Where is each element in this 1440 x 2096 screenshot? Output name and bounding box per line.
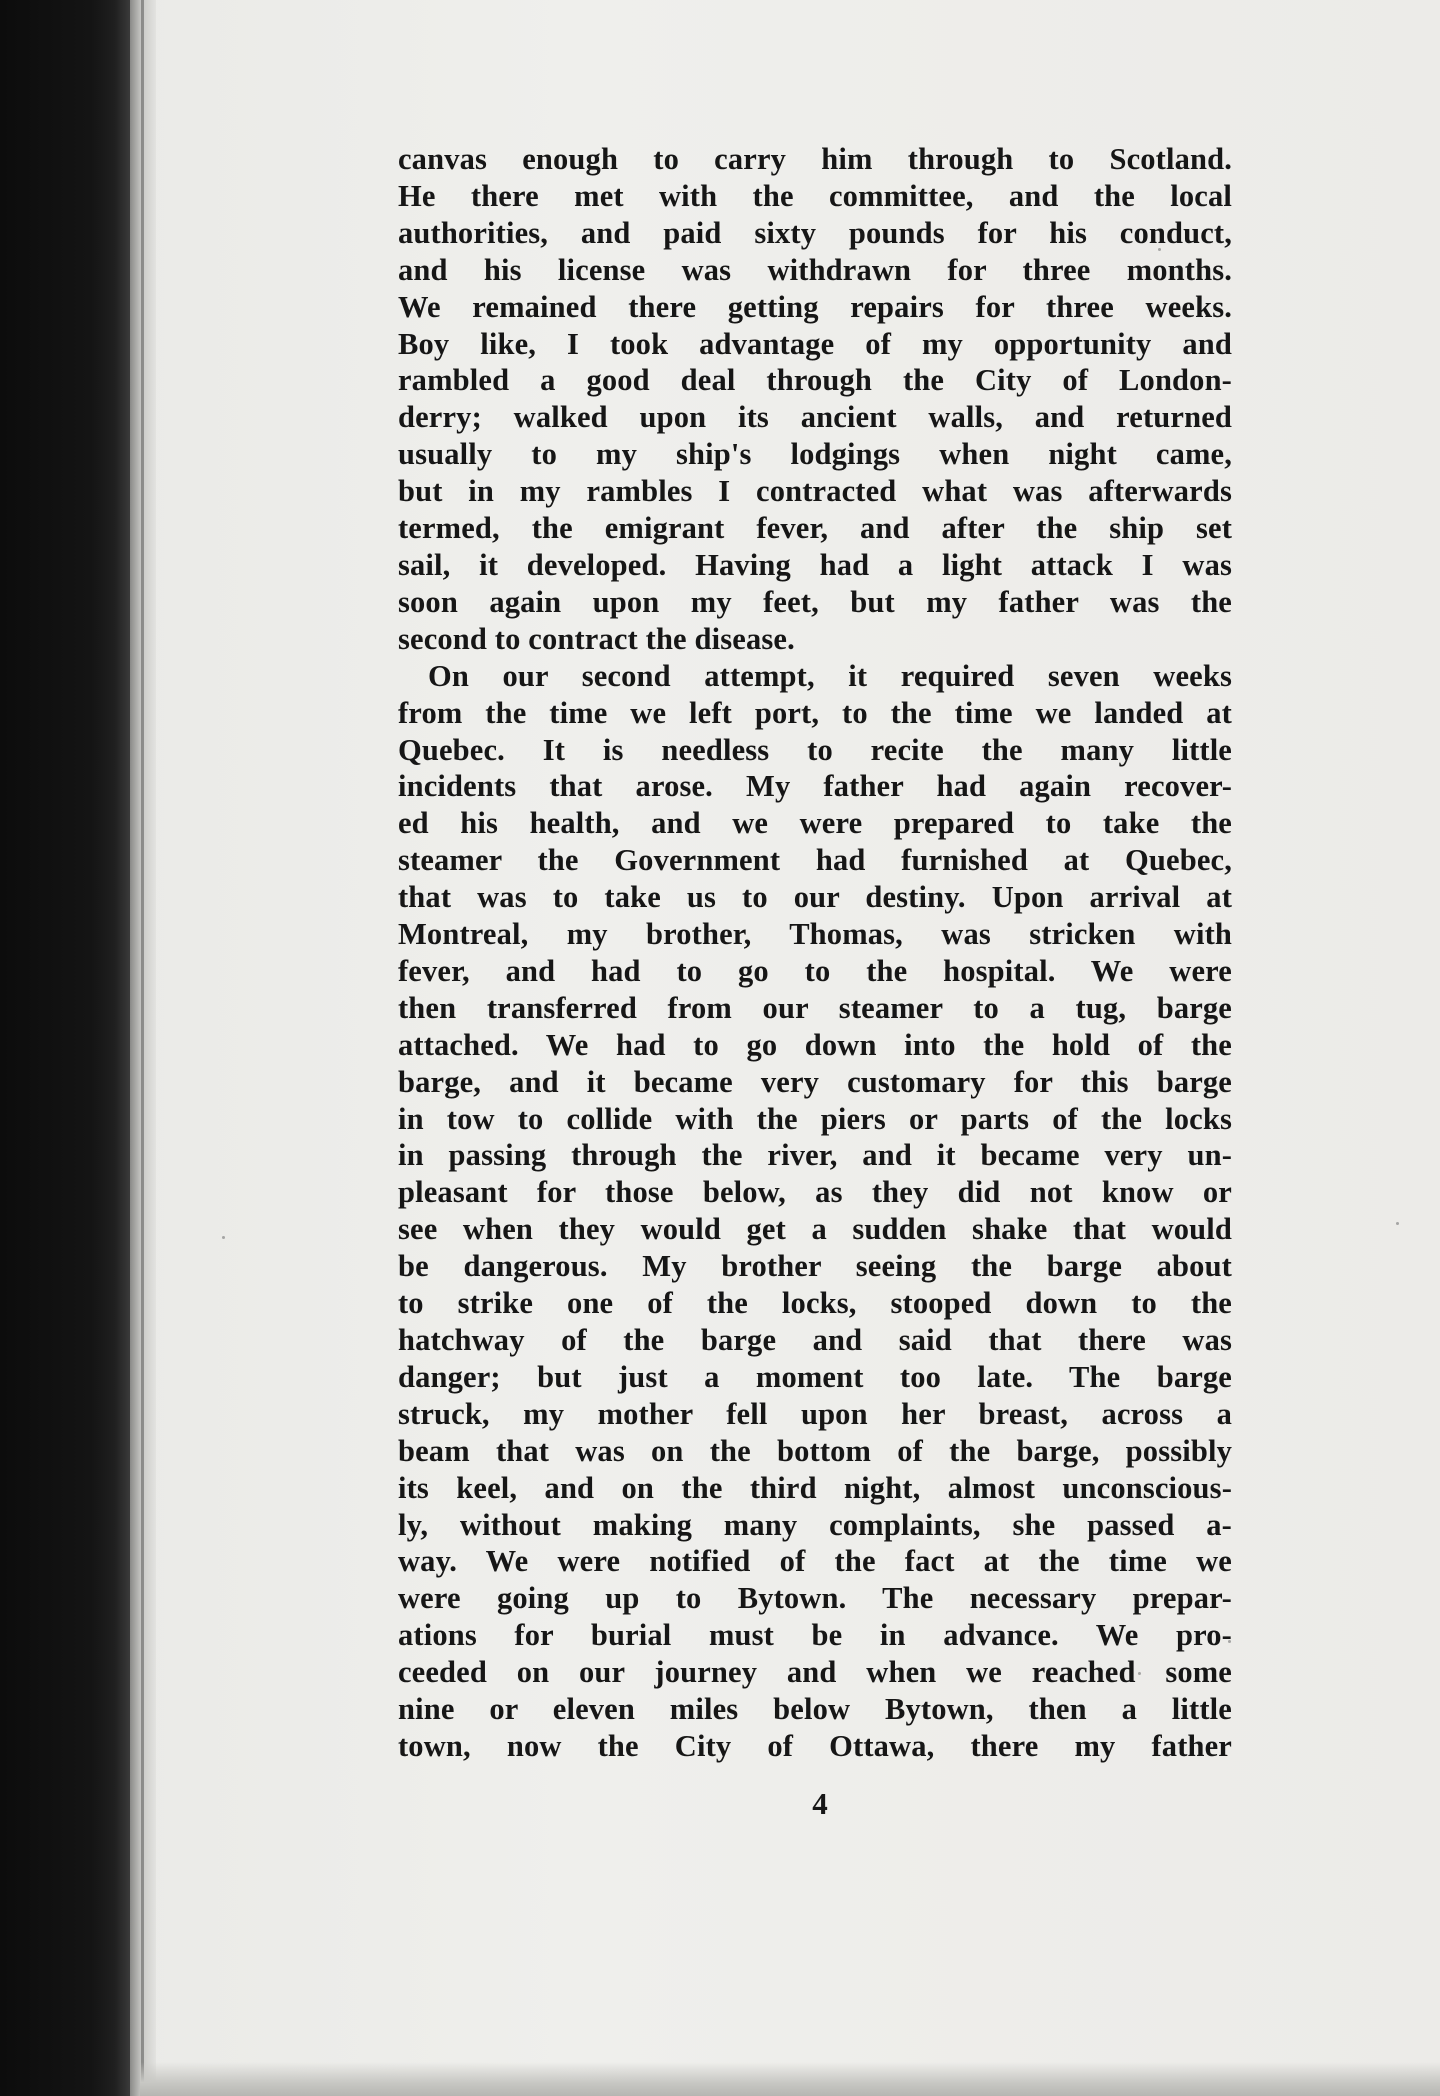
text-line: fever, and had to go to the hospital. We were: [398, 953, 1232, 988]
text-line: termed, the emigrant fever, and after the ship set: [398, 511, 1232, 546]
text-line: sail, it developed. Having had a light attack I was: [398, 547, 1232, 582]
text-line: that was to take us to our destiny. Upon arrival at: [398, 880, 1232, 915]
text-line: second to contract the disease.: [398, 621, 795, 656]
text-line: derry; walked upon its ancient walls, and returned: [398, 400, 1232, 435]
text-line: He there met with the committee, and the local: [398, 178, 1232, 213]
text-line: nine or eleven miles below Bytown, then a little: [398, 1692, 1232, 1727]
text-line: beam that was on the bottom of the barge, possibly: [398, 1433, 1232, 1468]
text-line: be dangerous. My brother seeing the barge about: [398, 1249, 1232, 1284]
text-line: from the time we left port, to the time we landed at: [398, 695, 1232, 730]
text-line: but in my rambles I contracted what was afterwards: [398, 474, 1232, 509]
text-line: see when they would get a sudden shake that would: [398, 1212, 1232, 1247]
page-body-text: [398, 141, 1232, 1765]
text-line: steamer the Government had furnished at Quebec,: [398, 843, 1232, 878]
paragraph-start-line: On our second attempt, it required seven weeks: [428, 658, 1232, 693]
page-number: 4: [812, 1786, 828, 1821]
text-line: ed his health, and we were prepared to take the: [398, 806, 1232, 841]
text-line: incidents that arose. My father had again recover-: [398, 769, 1232, 804]
text-line: rambled a good deal through the City of London-: [398, 363, 1232, 398]
scan-speck: [1396, 1222, 1399, 1225]
text-line: and his license was withdrawn for three months.: [398, 252, 1232, 287]
text-line: in passing through the river, and it became very un-: [398, 1138, 1232, 1173]
gutter-line: [141, 0, 144, 2096]
text-line: way. We were notified of the fact at the time we: [398, 1544, 1232, 1579]
text-line: Boy like, I took advantage of my opportunity and: [398, 326, 1232, 361]
text-line: ly, without making many complaints, she passed a-: [398, 1507, 1232, 1542]
text-line: barge, and it became very customary for this barge: [398, 1064, 1232, 1099]
text-line: town, now the City of Ottawa, there my father: [398, 1728, 1232, 1763]
text-line: then transferred from our steamer to a tug, barge: [398, 990, 1232, 1025]
text-line: were going up to Bytown. The necessary prepar-: [398, 1581, 1232, 1616]
text-line: usually to my ship's lodgings when night came,: [398, 437, 1232, 472]
text-line: Montreal, my brother, Thomas, was stricken with: [398, 917, 1232, 952]
text-line: in tow to collide with the piers or parts of the locks: [398, 1101, 1232, 1136]
text-line: ceeded on our journey and when we reached some: [398, 1655, 1232, 1690]
text-line: its keel, and on the third night, almost unconscious-: [398, 1470, 1232, 1505]
text-line: ations for burial must be in advance. We pro-: [398, 1618, 1232, 1653]
text-line: We remained there getting repairs for three weeks.: [398, 289, 1232, 324]
text-line: canvas enough to carry him through to Scotland.: [398, 142, 1232, 176]
scan-speck: [222, 1236, 225, 1239]
text-line: hatchway of the barge and said that there was: [398, 1323, 1232, 1357]
text-line: danger; but just a moment too late. The barge: [398, 1359, 1232, 1394]
text-line: struck, my mother fell upon her breast, across a: [398, 1396, 1232, 1431]
page-bottom-edge: [140, 2062, 1440, 2096]
book-binding-shadow: [0, 0, 130, 2096]
text-line: soon again upon my feet, but my father was the: [398, 584, 1232, 619]
text-line: to strike one of the locks, stooped down to the: [398, 1286, 1232, 1321]
text-line: attached. We had to go down into the hold of the: [398, 1027, 1232, 1062]
text-line: pleasant for those below, as they did not know or: [398, 1175, 1232, 1210]
text-line: Quebec. It is needless to recite the many little: [398, 732, 1232, 767]
text-line: authorities, and paid sixty pounds for his conduct,: [398, 215, 1232, 250]
